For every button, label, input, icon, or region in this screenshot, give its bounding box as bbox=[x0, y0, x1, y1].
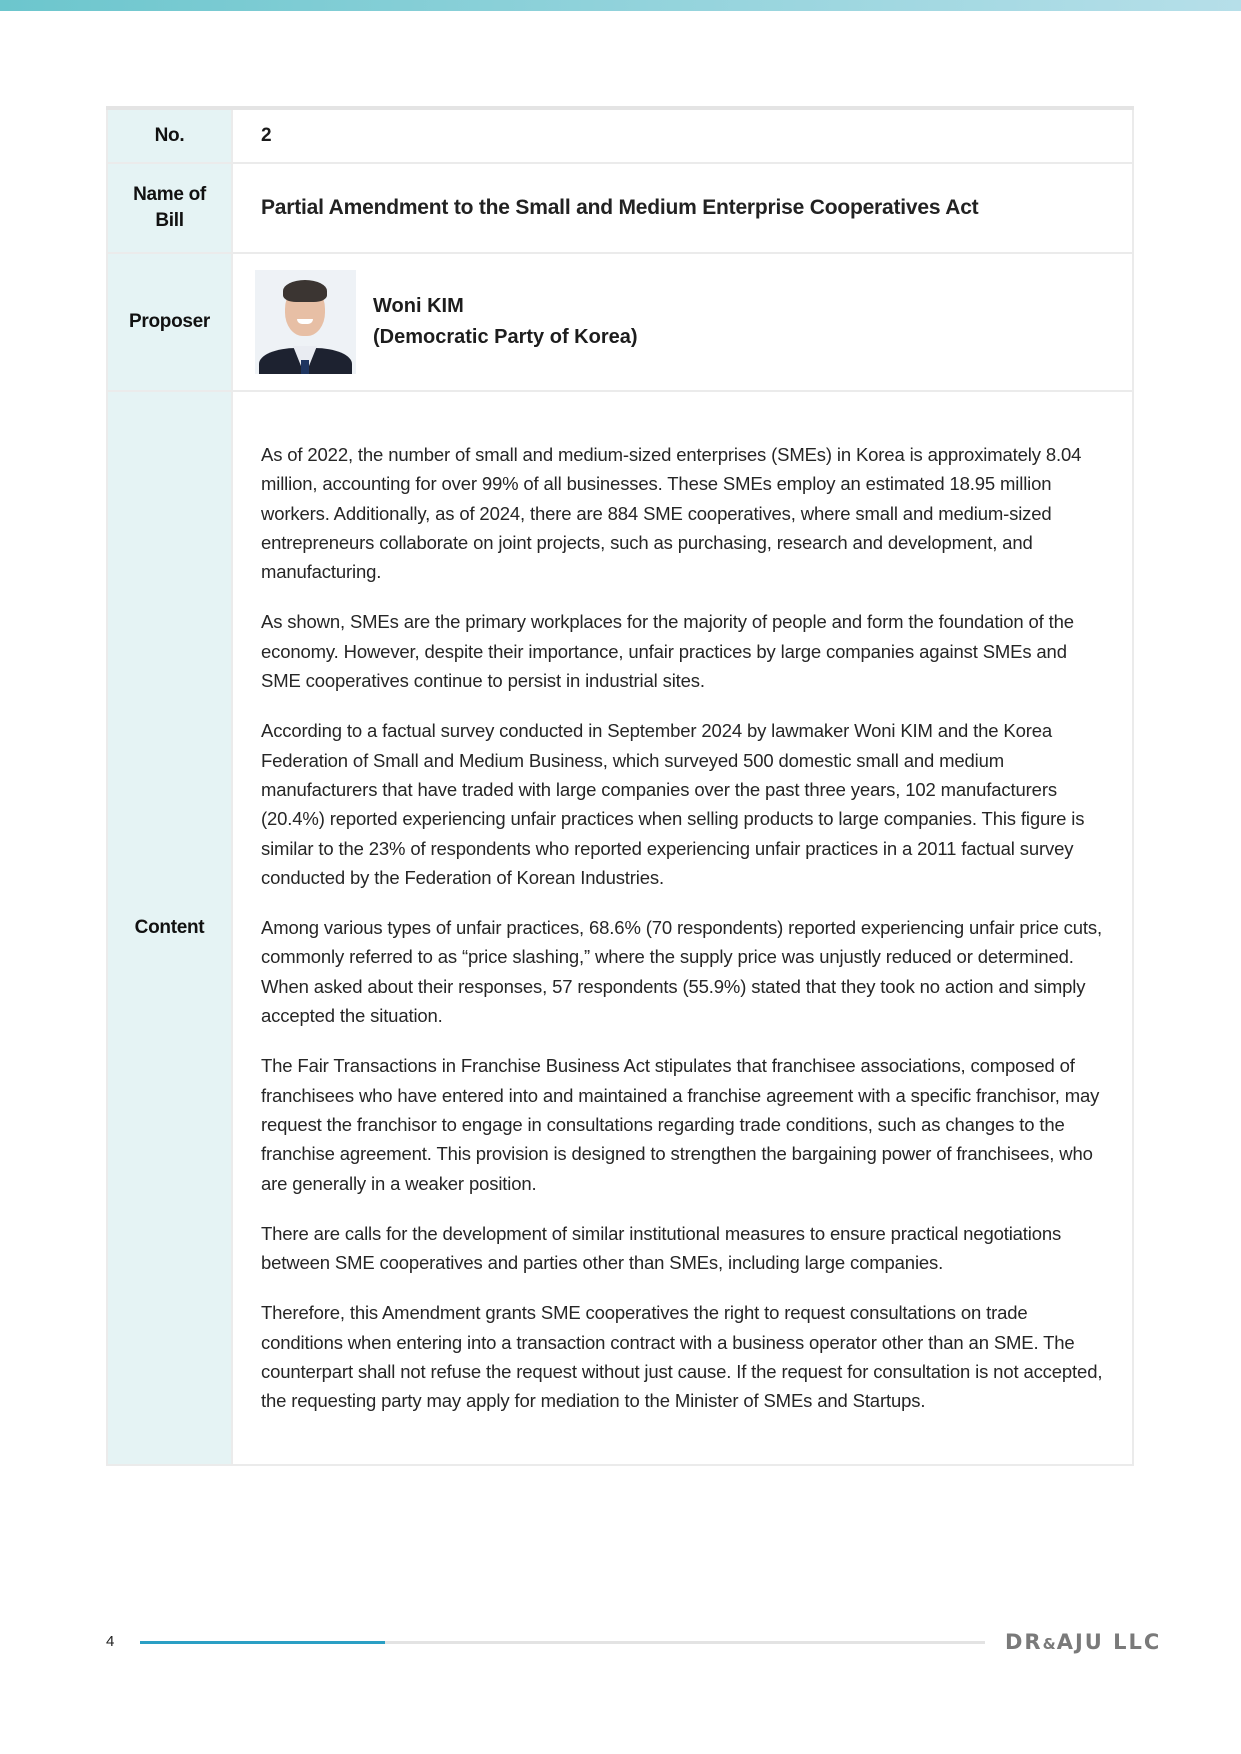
proposer-name: Woni KIM bbox=[373, 295, 464, 317]
page-progress-track bbox=[140, 1641, 985, 1644]
brand-left: DR bbox=[1005, 1630, 1043, 1654]
page-progress-fill bbox=[140, 1641, 385, 1644]
header-accent-bar bbox=[0, 0, 1241, 11]
value-content bbox=[232, 391, 1133, 1465]
row-number bbox=[107, 108, 1133, 163]
proposer-block bbox=[255, 270, 1110, 374]
label-proposer: Proposer bbox=[107, 253, 232, 391]
photo-smile bbox=[297, 319, 313, 324]
photo-tie bbox=[301, 360, 309, 374]
page-number: 4 bbox=[106, 1633, 115, 1650]
proposer-text bbox=[373, 291, 638, 353]
content-paragraph: The Fair Transactions in Franchise Business Act stipulates that franchisee associations, composed of franchisees who have entered into and maintained a franchise agreement with a specific franchisor, may request the franchisor to engage in consultations regarding trade conditions, such as changes to the franchise agreement. This provision is designed to strengthen the bargaining power of franchisees, who are generally in a weaker position. bbox=[261, 1055, 1100, 1194]
label-content: Content bbox=[107, 391, 232, 1465]
content-paragraph: Among various types of unfair practices, 68.6% (70 respondents) reported experiencing unfair price cuts, commonly referred to as “price slashing,” where the supply price was unjustly reduced or determined. When asked about their responses, 57 respondents (55.9%) stated that they took no action and simply accepted the situation. bbox=[261, 917, 1102, 1027]
proposer-party: (Democratic Party of Korea) bbox=[373, 326, 638, 348]
content-paragraph: As of 2022, the number of small and medium-sized enterprises (SMEs) in Korea is approximately 8.04 million, accounting for over 99% of all businesses. These SMEs employ an estimated 18.95 million workers. Additionally, as of 2024, there are 884 SME cooperatives, where small and medium-sized entrepreneurs collaborate on joint projects, such as purchasing, research and development, and manufacturing. bbox=[261, 444, 1082, 583]
brand-right: AJU LLC bbox=[1056, 1630, 1162, 1654]
content-paragraph: There are calls for the development of similar institutional measures to ensure practical negotiations between SME cooperatives and parties other than SMEs, including large companies. bbox=[261, 1222, 1062, 1274]
bill-number: 2 bbox=[261, 125, 272, 146]
content-paragraph: As shown, SMEs are the primary workplaces for the majority of people and form the foundation of the economy. However, despite their importance, unfair practices by large companies against SMEs and SME cooperatives continue to persist in industrial sites. bbox=[261, 611, 1074, 692]
label-bill-name: Name of Bill bbox=[107, 163, 232, 253]
bill-name: Partial Amendment to the Small and Medium Enterprise Cooperatives Act bbox=[261, 196, 979, 219]
row-proposer bbox=[107, 253, 1133, 391]
content-paragraph: Therefore, this Amendment grants SME cooperatives the right to request consultations on trade conditions when entering into a transaction contract with a business operator other than an SME. The counterpart shall not refuse the request without just cause. If the request for consultation is not accepted, the requesting party may apply for mediation to the Minister of SMEs and Startups. bbox=[261, 1302, 1103, 1412]
label-no: No. bbox=[107, 108, 232, 163]
proposer-photo bbox=[255, 270, 356, 374]
brand-logo bbox=[1005, 1630, 1161, 1654]
value-proposer bbox=[232, 253, 1133, 391]
bill-info-table bbox=[106, 106, 1134, 1466]
value-no bbox=[232, 108, 1133, 163]
photo-hair bbox=[283, 280, 327, 302]
row-bill-name bbox=[107, 163, 1133, 253]
value-bill-name bbox=[232, 163, 1133, 253]
row-content bbox=[107, 391, 1133, 1465]
brand-ampersand: & bbox=[1042, 1635, 1057, 1653]
content-paragraph: According to a factual survey conducted in September 2024 by lawmaker Woni KIM and the Korea Federation of Small and Medium Business, which surveyed 500 domestic small and medium manufacturers that have traded with large companies over the past three years, 102 manufacturers (20.4%) reported experiencing unfair practices when selling products to large companies. This figure is similar to the 23% of respondents who reported experiencing unfair practices in a 2011 factual survey conducted by the Federation of Korean Industries. bbox=[261, 720, 1085, 888]
